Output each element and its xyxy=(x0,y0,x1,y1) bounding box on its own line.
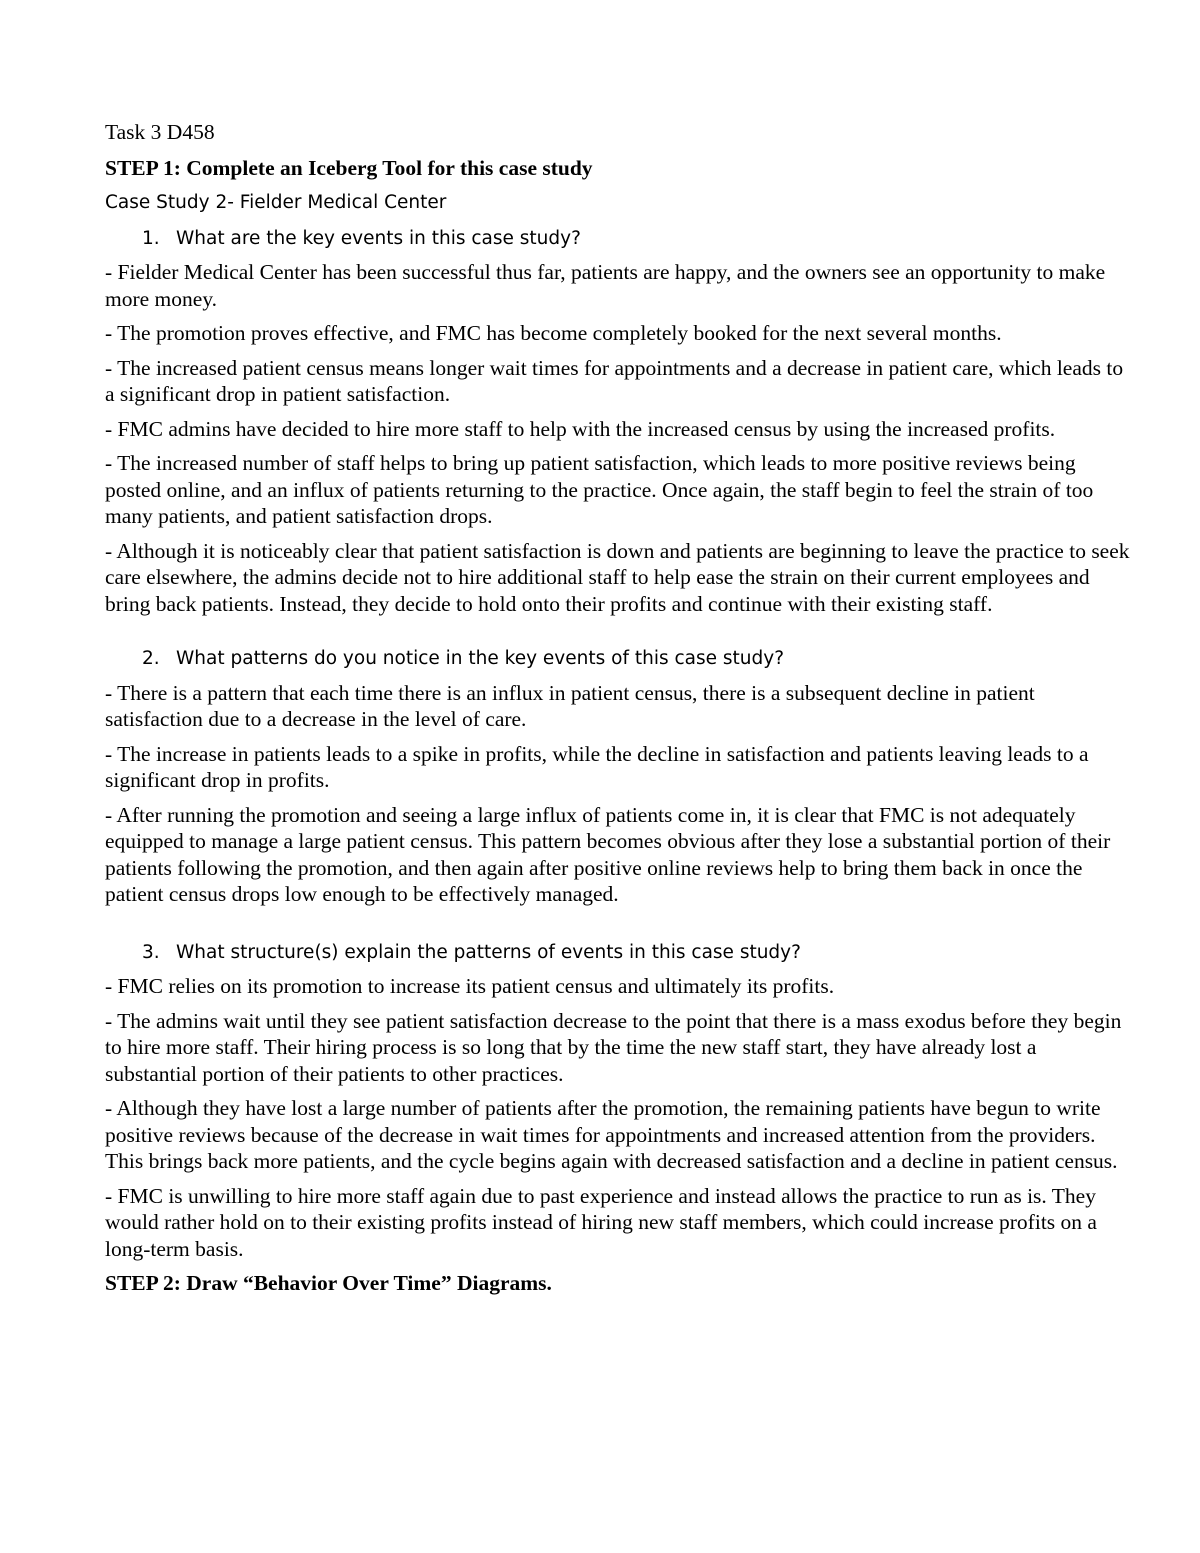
case-study-title: Case Study 2- Fielder Medical Center xyxy=(105,192,447,213)
question-text: What are the key events in this case study? xyxy=(176,227,581,249)
answer-paragraph: - The admins wait until they see patient satisfaction decrease to the point that there is a mass exodus before they begin to hire more staff. Their hiring process is so long that by the time the new staff start, they have already lost a substantial portion of their patients to other practices. xyxy=(105,1008,1122,1086)
question-section-3 xyxy=(105,940,1130,1263)
step2-heading: STEP 2: Draw “Behavior Over Time” Diagrams. xyxy=(105,1271,552,1295)
answer-paragraph: - The increase in patients leads to a spike in profits, while the decline in satisfaction and patients leaving leads to a significant drop in profits. xyxy=(105,741,1089,792)
question-number: 2. xyxy=(142,648,160,669)
answer-paragraph: - The increased number of staff helps to bring up patient satisfaction, which leads to more positive reviews being posted online, and an influx of patients returning to the practice. Once again, the staff begin to feel the strain of too many patients, and patient satisfaction drops. xyxy=(105,451,1094,528)
question-number: 1. xyxy=(142,227,160,249)
answer-paragraph: - The promotion proves effective, and FMC has become completely booked for the next several months. xyxy=(105,321,1002,345)
answer-paragraph: - Although they have lost a large number of patients after the promotion, the remaining patients have begun to write positive reviews because of the decrease in wait times for appointments and increased attention from the providers. This brings back more patients, and the cycle begins again with decreased satisfaction and a decline in patient census. xyxy=(105,1096,1118,1173)
answer-paragraph: - FMC admins have decided to hire more staff to help with the increased census by using the increased profits. xyxy=(105,416,1056,441)
answer-paragraph: - After running the promotion and seeing a large influx of patients come in, it is clear that FMC is not adequately equipped to manage a large patient census. This pattern becomes obvious after they lose a substantial portion of their patients following the promotion, and then again after positive online reviews help to bring them back in once the patient census drops low enough to be effectively managed. xyxy=(105,802,1111,906)
answer-paragraph: - Fielder Medical Center has been successful thus far, patients are happy, and the owners see an opportunity to make more money. xyxy=(105,260,1106,311)
task-label: Task 3 D458 xyxy=(105,120,215,144)
question-section-2 xyxy=(105,646,1130,908)
document-body xyxy=(105,119,1130,1306)
question-section-1 xyxy=(105,226,1130,618)
step1-heading: STEP 1: Complete an Iceberg Tool for this case study xyxy=(105,155,593,180)
answer-paragraph: - The increased patient census means longer wait times for appointments and a decrease in patient care, which leads to a significant drop in patient satisfaction. xyxy=(105,355,1124,406)
question-3 xyxy=(105,940,1130,967)
question-text: What patterns do you notice in the key events of this case study? xyxy=(176,648,785,669)
question-2 xyxy=(105,646,1130,673)
answer-paragraph: - FMC is unwilling to hire more staff again due to past experience and instead allows the practice to run as is. They would rather hold on to their existing profits instead of hiring new staff members, which could increase profits on a long-term basis. xyxy=(105,1183,1097,1261)
question-1 xyxy=(105,226,1130,253)
answer-paragraph: - FMC relies on its promotion to increase its patient census and ultimately its profits. xyxy=(105,974,835,998)
answer-paragraph: - There is a pattern that each time there is an influx in patient census, there is a subsequent decline in patient satisfaction due to a decrease in the level of care. xyxy=(105,680,1035,731)
question-number: 3. xyxy=(142,941,160,963)
answer-paragraph: - Although it is noticeably clear that patient satisfaction is down and patients are beginning to leave the practice to seek care elsewhere, the admins decide not to hire additional staff to help ease the strain on their current employees and bring back patients. Instead, they decide to hold onto their profits and continue with their existing staff. xyxy=(105,538,1130,616)
question-text: What structure(s) explain the patterns of events in this case study? xyxy=(176,941,801,963)
